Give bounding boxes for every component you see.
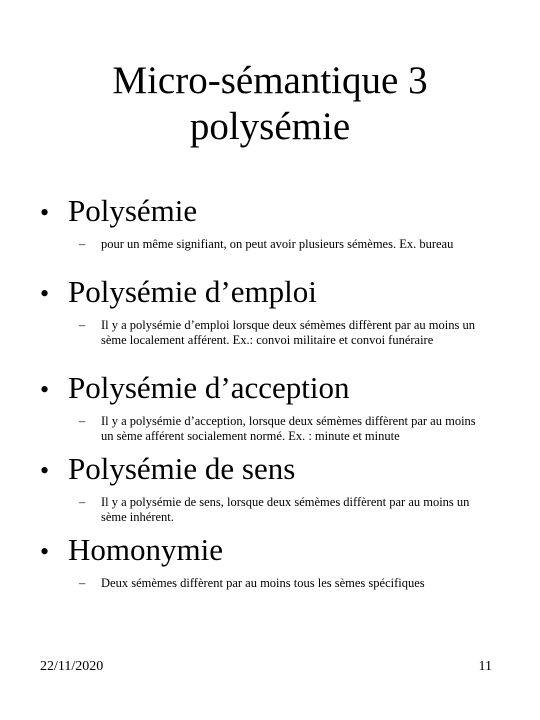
bullet-item	[40, 451, 510, 524]
sub-bullet	[79, 237, 510, 252]
bullet-label: Polysémie d’emploi	[68, 274, 317, 309]
bullet-marker: •	[40, 456, 50, 485]
dash-marker: –	[79, 318, 86, 332]
sub-bullet	[79, 495, 510, 524]
bullet-label: Polysémie de sens	[68, 451, 296, 486]
sub-bullet-text: pour un même signifiant, on peut avoir plusieurs sémèmes. Ex. bureau	[101, 237, 454, 251]
slide-title-line-2: polysémie	[189, 105, 351, 148]
bullet-label: Homonymie	[68, 532, 223, 567]
sub-bullet-text: Il y a polysémie d’emploi lorsque deux sémèmes diffèrent par au moins un sème localement afférent. Ex.: convoi militaire et convoi funéraire	[101, 318, 475, 347]
dash-marker: –	[79, 576, 86, 590]
bullet-marker: •	[40, 375, 50, 404]
bullet-item	[40, 274, 510, 347]
bullet-label: Polysémie	[68, 193, 198, 228]
dash-marker: –	[79, 414, 86, 428]
slide-title-line-1: Micro-sémantique 3	[112, 59, 428, 102]
footer-date: 22/11/2020	[40, 659, 104, 674]
bullet-item	[40, 532, 510, 591]
bullet-label: Polysémie d’acception	[68, 370, 350, 405]
slide-number: 11	[478, 659, 492, 674]
sub-bullet-text: Deux sémèmes diffèrent par au moins tous les sèmes spécifiques	[101, 576, 425, 590]
sub-bullet-text: Il y a polysémie de sens, lorsque deux sémèmes diffèrent par au moins un sème inhérent.	[101, 495, 470, 524]
sub-bullet	[79, 576, 510, 591]
dash-marker: –	[79, 495, 86, 509]
dash-marker: –	[79, 237, 86, 251]
bullet-marker: •	[40, 198, 50, 227]
bullet-marker: •	[40, 537, 50, 566]
slide-title	[40, 58, 500, 150]
sub-bullet	[79, 414, 510, 443]
bullet-marker: •	[40, 279, 50, 308]
sub-bullet	[79, 318, 510, 347]
bullet-item	[40, 193, 510, 252]
sub-bullet-text: Il y a polysémie d’acception, lorsque deux sémèmes diffèrent par au moins un sème afférent socialement normé. Ex. : minute et minute	[101, 414, 476, 443]
bullet-item	[40, 370, 510, 443]
